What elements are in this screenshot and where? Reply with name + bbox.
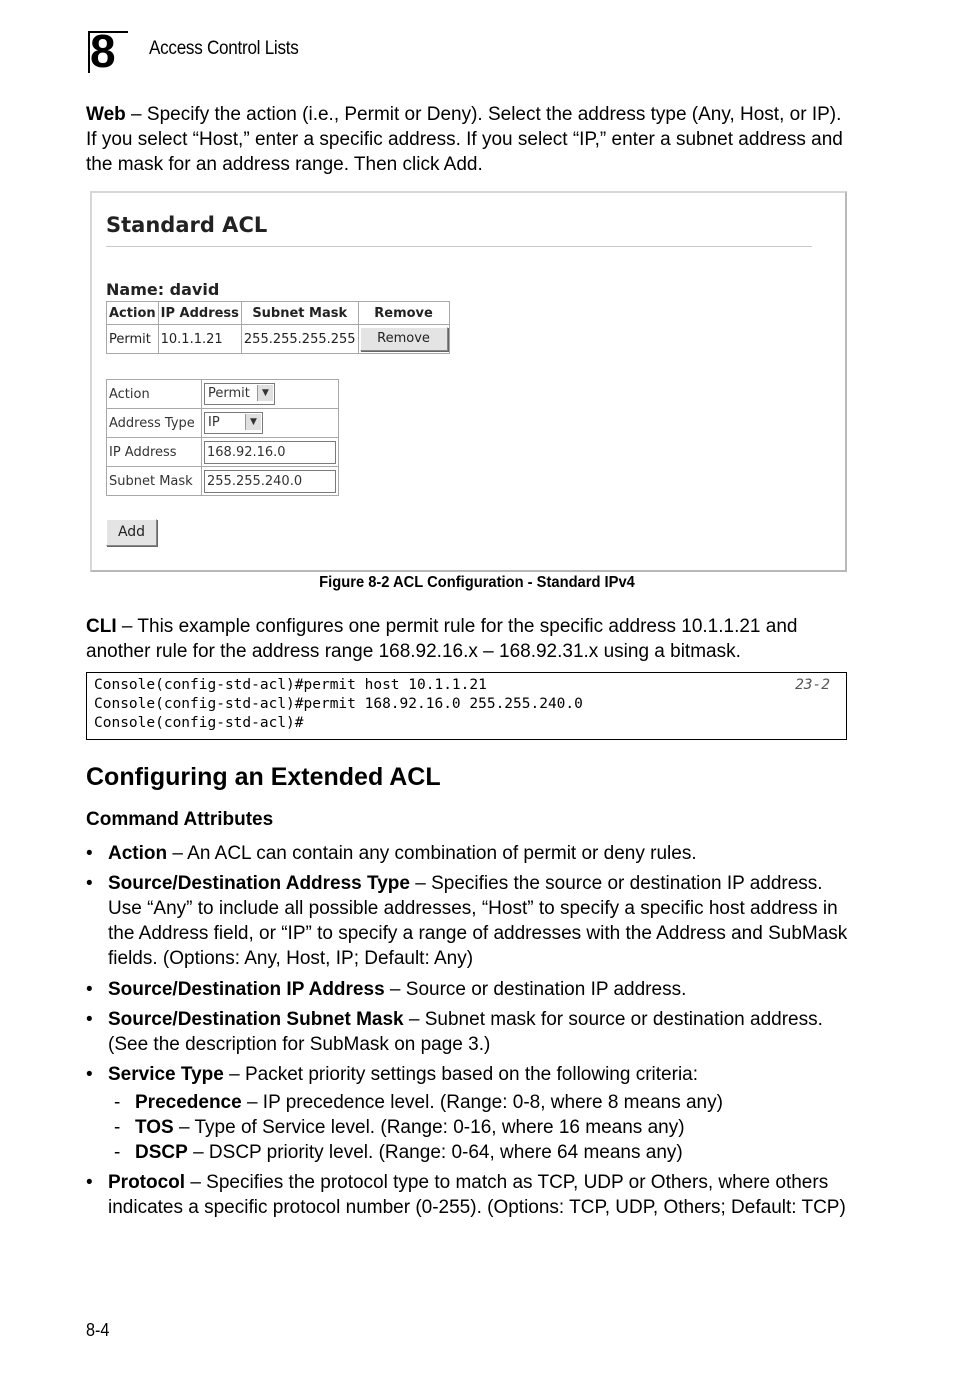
web-text: – Specify the action (i.e., Permit or Deny). Select the address type (Any, Host, or IP). If you select “Host,” enter a specific address. If you select “IP,” enter a subnet address and the mask for an address range. Then click Add. bbox=[86, 104, 843, 175]
standard-acl-screenshot bbox=[90, 191, 847, 572]
address-type-label: Address Type bbox=[107, 409, 202, 438]
web-paragraph bbox=[86, 102, 856, 177]
sub-term: TOS bbox=[135, 1117, 174, 1138]
bullet-term: Service Type bbox=[108, 1064, 224, 1085]
row-mask: 255.255.255.255 bbox=[241, 325, 358, 354]
code-reference: 23-2 bbox=[795, 677, 830, 693]
subnet-mask-input[interactable]: 255.255.240.0 bbox=[204, 470, 336, 493]
row-action: Permit bbox=[107, 325, 159, 354]
table-row bbox=[107, 325, 450, 354]
rules-table bbox=[106, 301, 450, 354]
cli-label: CLI bbox=[86, 616, 117, 637]
bullet-icon: • bbox=[86, 873, 93, 894]
rules-header-row bbox=[107, 302, 450, 325]
subsection-heading: Command Attributes bbox=[86, 809, 274, 830]
chevron-down-icon: ▼ bbox=[245, 414, 261, 430]
ip-address-input[interactable]: 168.92.16.0 bbox=[204, 441, 336, 464]
dash-icon: - bbox=[114, 1092, 121, 1113]
cli-text: – This example configures one permit rule for the specific address 10.1.1.21 and another rule for the address range 168.92.16.x – 168.92.31.x using a bitmask. bbox=[86, 616, 798, 662]
action-value: Permit bbox=[208, 386, 250, 401]
bullet-text: – An ACL can contain any combination of permit or deny rules. bbox=[167, 843, 697, 864]
col-ip: IP Address bbox=[158, 302, 241, 325]
sub-text: – IP precedence level. (Range: 0-8, where 8 means any) bbox=[241, 1092, 723, 1113]
subnet-mask-label: Subnet Mask bbox=[107, 467, 202, 496]
chapter-number: 8 bbox=[90, 25, 116, 77]
bullet-term: Source/Destination Subnet Mask bbox=[108, 1009, 404, 1030]
bullet-icon: • bbox=[86, 1064, 93, 1085]
bullet-text: – Packet priority settings based on the following criteria: bbox=[223, 1064, 699, 1085]
dash-icon: - bbox=[114, 1117, 121, 1138]
row-ip: 10.1.1.21 bbox=[158, 325, 241, 354]
bullet-term: Action bbox=[108, 843, 168, 864]
add-rule-form bbox=[106, 379, 339, 496]
bullet-text: – Specifies the source or destination IP address. Use “Any” to include all possible addresses, “Host” to specify a specific host address in the Address field, or “IP” to specify a range of addresses with the Address and SubMask fields. (Options: Any, Host, IP; Default: Any) bbox=[108, 873, 848, 969]
address-type-cell bbox=[202, 409, 339, 438]
ip-address-cell bbox=[202, 438, 339, 467]
sub-text: – DSCP priority level. (Range: 0-64, where 64 means any) bbox=[187, 1142, 683, 1163]
chapter-title: Access Control Lists bbox=[149, 38, 299, 59]
code-line: Console(config-std-acl)# bbox=[94, 715, 304, 731]
bullet-text: – Specifies the protocol type to match as TCP, UDP or Others, where others indicates a specific protocol number (0-255). (Options: TCP, UDP, Others; Default: TCP) bbox=[108, 1172, 846, 1218]
bullet-icon: • bbox=[86, 979, 93, 1000]
address-type-value: IP bbox=[208, 415, 220, 430]
sub-text: – Type of Service level. (Range: 0-16, where 16 means any) bbox=[173, 1117, 685, 1138]
page-number: 8-4 bbox=[86, 1320, 110, 1340]
figure-caption: Figure 8-2 ACL Configuration - Standard IPv4 bbox=[319, 574, 635, 591]
bullet-term: Source/Destination Address Type bbox=[108, 873, 410, 894]
code-line: Console(config-std-acl)#permit 168.92.16.0 255.255.240.0 bbox=[94, 696, 583, 712]
bullet-icon: • bbox=[86, 1172, 93, 1193]
add-button[interactable]: Add bbox=[106, 519, 157, 546]
action-cell bbox=[202, 380, 339, 409]
row-remove-cell bbox=[358, 325, 449, 354]
col-mask: Subnet Mask bbox=[241, 302, 358, 325]
action-select[interactable] bbox=[204, 383, 275, 405]
bullet-text: – Source or destination IP address. bbox=[384, 979, 687, 1000]
address-type-select[interactable] bbox=[204, 412, 263, 434]
bullet-text: – Subnet mask for source or destination address. (See the description for SubMask on page 3.) bbox=[108, 1009, 823, 1055]
action-label: Action bbox=[107, 380, 202, 409]
ip-address-label: IP Address bbox=[107, 438, 202, 467]
col-remove: Remove bbox=[358, 302, 449, 325]
subnet-mask-cell bbox=[202, 467, 339, 496]
cli-paragraph bbox=[86, 614, 856, 664]
sub-term: DSCP bbox=[135, 1142, 188, 1163]
shot-title: Standard ACL bbox=[106, 213, 268, 237]
chevron-down-icon: ▼ bbox=[257, 385, 273, 401]
remove-button[interactable]: Remove bbox=[360, 327, 448, 351]
dash-icon: - bbox=[114, 1142, 121, 1163]
bullet-term: Protocol bbox=[108, 1172, 186, 1193]
bullet-icon: • bbox=[86, 1009, 93, 1030]
shot-divider bbox=[106, 246, 812, 247]
bullet-term: Source/Destination IP Address bbox=[108, 979, 385, 1000]
code-line: Console(config-std-acl)#permit host 10.1.1.21 bbox=[94, 677, 487, 693]
code-block bbox=[86, 672, 847, 740]
section-heading: Configuring an Extended ACL bbox=[86, 763, 441, 791]
acl-name: Name: david bbox=[106, 280, 220, 299]
web-label: Web bbox=[86, 104, 126, 125]
bullet-icon: • bbox=[86, 843, 93, 864]
sub-term: Precedence bbox=[135, 1092, 242, 1113]
col-action: Action bbox=[107, 302, 159, 325]
